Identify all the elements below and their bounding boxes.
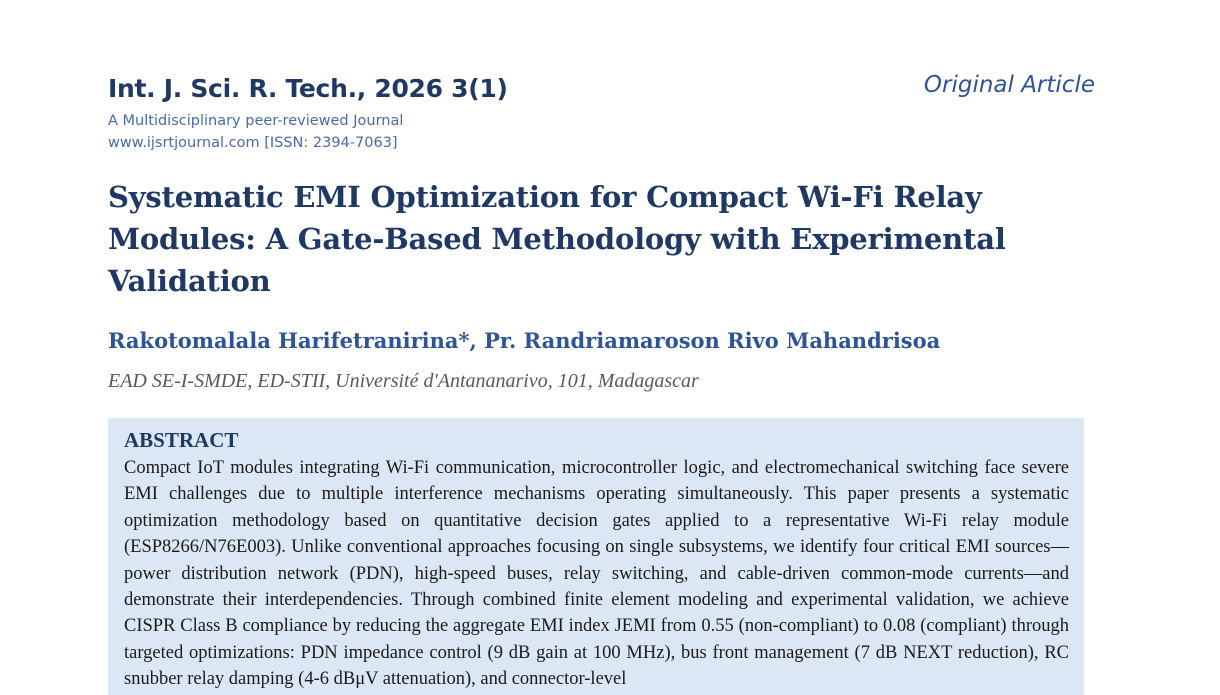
author-affiliation: EAD SE-I-SMDE, ED-STII, Université d'Antananarivo, 101, Madagascar bbox=[108, 370, 699, 392]
journal-title: Int. J. Sci. R. Tech., 2026 3(1) bbox=[108, 74, 508, 103]
author-list: Rakotomalala Harifetranirina*, Pr. Randriamaroson Rivo Mahandrisoa bbox=[108, 328, 941, 353]
article-type-label: Original Article bbox=[923, 72, 1095, 98]
abstract-text: Compact IoT modules integrating Wi-Fi communication, microcontroller logic, and electromechanical switching face severe EMI challenges due to multiple interference mechanisms operating simultaneously. This paper presents a systematic optimization methodology based on quantitative decision gates applied to a representative Wi-Fi relay module (ESP8266/N76E003). Unlike conventional approaches focusing on single subsystems, we identify four critical EMI sources—power distribution network (PDN), high-speed buses, relay switching, and cable-driven common-mode currents—and demonstrate their interdependencies. Through combined finite element modeling and experimental validation, we achieve CISPR Class B compliance by reducing the aggregate EMI index JEMI from 0.55 (non-compliant) to 0.08 (compliant) through targeted optimizations: PDN impedance control (9 dB gain at 100 MHz), bus front management (7 dB NEXT reduction), RC snubber relay damping (4-6 dBμV attenuation), and connector-level bbox=[124, 458, 1069, 690]
abstract-heading: ABSTRACT bbox=[124, 428, 239, 452]
abstract-section bbox=[108, 418, 1084, 695]
journal-website: www.ijsrtjournal.com [ISSN: 2394-7063] bbox=[108, 135, 398, 151]
journal-tagline: A Multidisciplinary peer-reviewed Journal bbox=[108, 113, 404, 129]
paper-title: Systematic EMI Optimization for Compact Wi-Fi Relay Modules: A Gate-Based Methodology with Experimental Validation bbox=[108, 180, 1006, 298]
